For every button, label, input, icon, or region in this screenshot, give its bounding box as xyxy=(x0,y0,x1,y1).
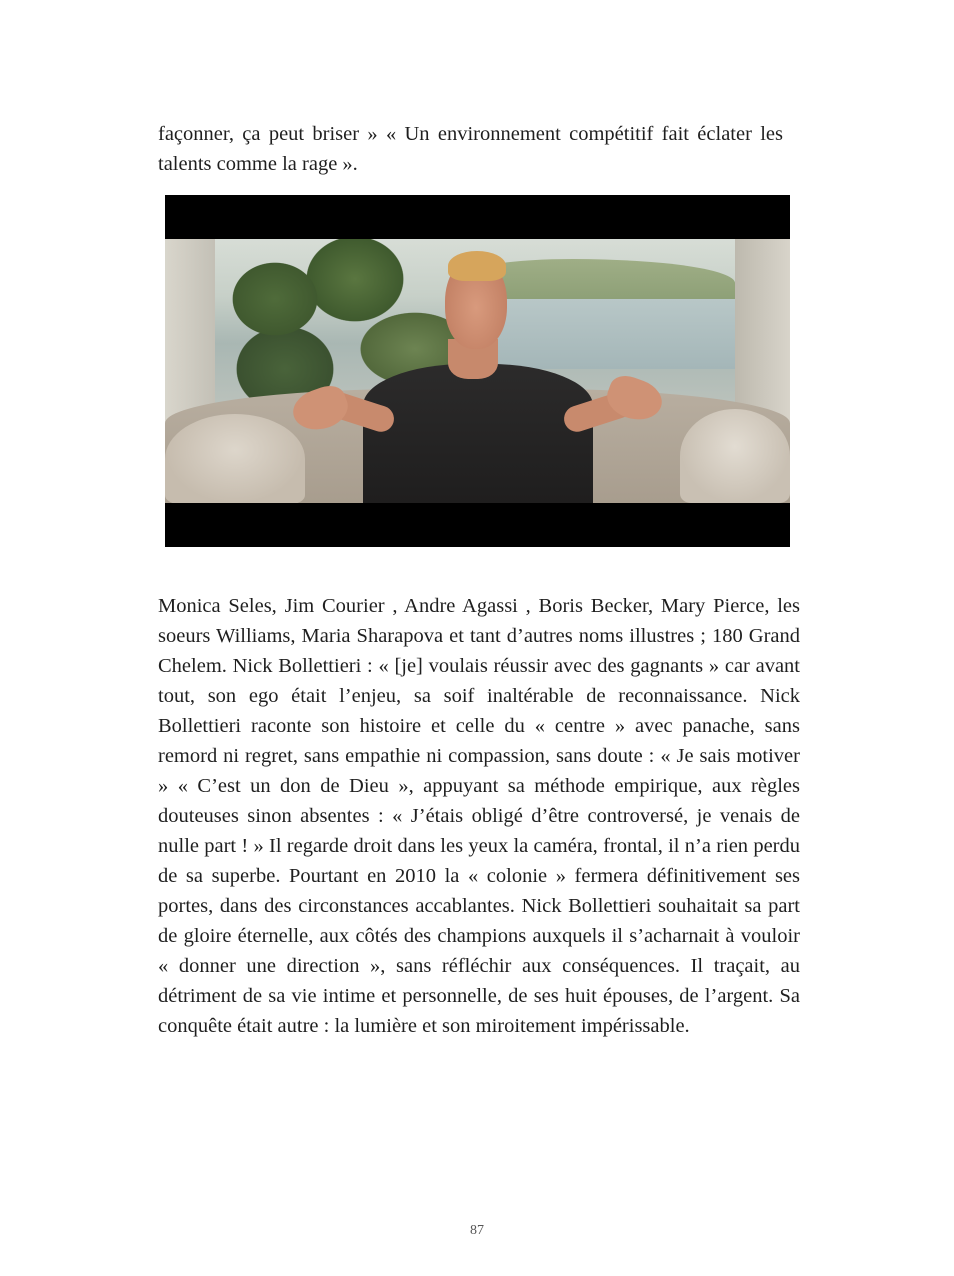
paragraph-main: Monica Seles, Jim Courier , Andre Agassi , Boris Becker, Mary Pierce, les soeurs Williams, Maria Sharapova et tant d’autres noms illustres ; 180 Grand Chelem. Nick Bollettieri : « [je] voulais réussir avec des gagnants » car avant tout, son ego était l’enjeu, sa soif inaltérable de reconnaissance. Nick Bollettieri raconte son histoire et celle du « centre » avec panache, sans remord ni regret, sans empathie ni compassion, sans doute : « Je sais motiver » « C’est un don de Dieu », appuyant sa méthode empirique, aux règles douteuses sinon absentes : « J’étais obligé d’être controversé, je venais de nulle part ! » Il regarde droit dans les yeux la caméra, frontal, il n’a rien perdu de sa superbe. Pourtant en 2010 la « colonie » fermera définitivement ses portes, dans des circonstances accablantes. Nick Bollettieri souhaitait sa part de gloire éternelle, aux côtés des champions auxquels il s’acharnait à vouloir « donner une direction », sans réfléchir aux conséquences. Il traçait, au détriment de sa vie intime et personnelle, de ses huit épouses, de l’argent. Sa conquête était autre : la lumière et son miroitement impérissable. xyxy=(158,595,800,1037)
film-still-frame xyxy=(165,239,790,503)
pillow-left xyxy=(165,414,305,503)
page-number: 87 xyxy=(470,1223,484,1238)
person-shirt xyxy=(363,364,593,503)
film-still-image xyxy=(165,195,790,547)
person-hair xyxy=(448,251,506,281)
pillow-right xyxy=(680,409,790,503)
paragraph-top: façonner, ça peut briser » « Un environnement compétitif fait éclater les talents comme la rage ». xyxy=(158,123,783,175)
